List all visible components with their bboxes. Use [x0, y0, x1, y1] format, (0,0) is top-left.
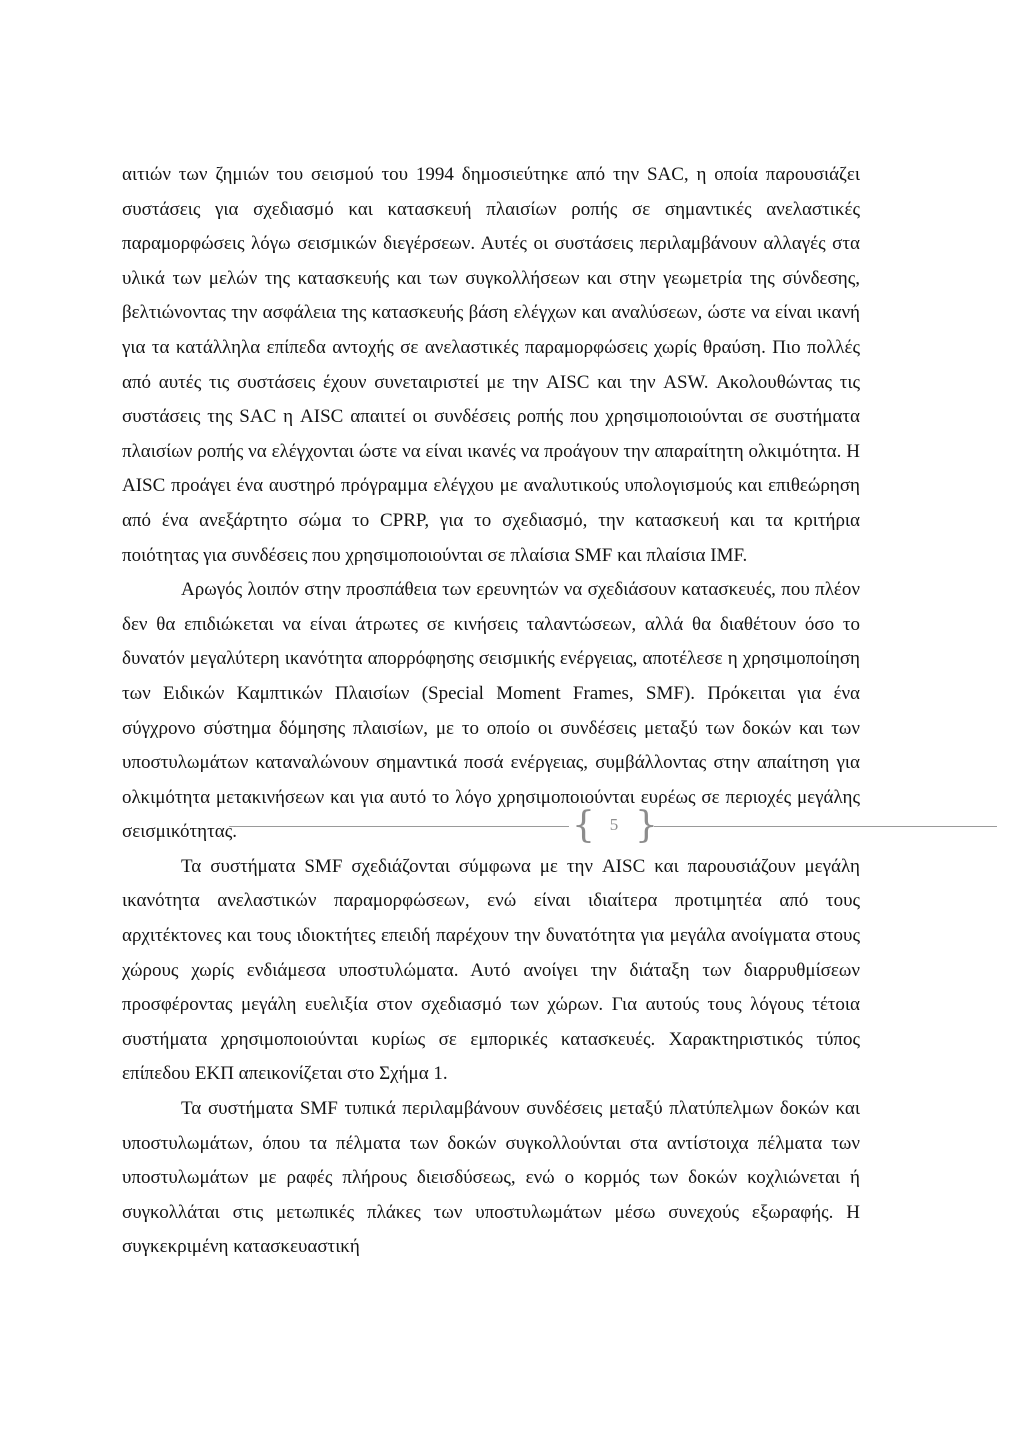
- footer-brace-open: {: [572, 805, 595, 846]
- paragraph-2: Αρωγός λοιπόν στην προσπάθεια των ερευνητών να σχεδιάσουν κατασκευές, που πλέον δεν θα επιδιώκεται να είναι άτρωτες σε κινήσεις ταλαντώσεων, αλλά θα διαθέτουν όσο το δυνατόν μεγαλύτερη ικανότητα απορρόφησης σεισμικής ενέργειας, αποτέλεσε η χρησιμοποίηση των Ειδικών Καμπτικών Πλαισίων (Special Moment Frames, SMF). Πρόκειται για ένα σύγχρονο σύστημα δόμησης πλαισίων, με το οποίο οι συνδέσεις μεταξύ των δοκών και των υποστυλωμάτων καταναλώνουν σημαντικά ποσά ενέργειας, συμβάλλοντας στην απαίτηση για ολκιμότητα μετακινήσεων και για αυτό το λόγο χρησιμοποιούνται ευρέως σε περιοχές μεγάλης σεισμικότητας.: [122, 579, 860, 843]
- paragraph-3: Τα συστήματα SMF σχεδιάζονται σύμφωνα με την AISC και παρουσιάζουν μεγάλη ικανότητα ανελαστικών παραμορφώσεων, ενώ είναι ιδιαίτερα προτιμητέα από τους αρχιτέκτονες και τους ιδιοκτήτες επειδή παρέχουν την δυνατότητα για μεγάλα ανοίγματα στους χώρους χωρίς ενδιάμεσα υποστυλώματα. Αυτό ανοίγει την διάταξη των διαρρυθμίσεων προσφέροντας μεγάλη ευελιξία στον σχεδιασμό των χώρων. Για αυτούς τους λόγους τέτοια συστήματα χρησιμοποιούνται κυρίως σε εμπορικές κατασκευές. Χαρακτηριστικός τύπος επίπεδου ΕΚΠ απεικονίζεται στο Σχήμα 1.: [122, 855, 860, 1085]
- footer-brace-close: }: [635, 805, 658, 846]
- page-number: 5: [609, 815, 619, 834]
- paragraph-4: Τα συστήματα SMF τυπικά περιλαμβάνουν συνδέσεις μεταξύ πλατύπελμων δοκών και υποστυλωμάτων, όπου τα πέλματα των δοκών συγκολλούνται στα αντίστοιχα πέλματα των υποστυλωμάτων με ραφές πλήρους διεισδύσεως, ενώ ο κορμός των δοκών κοχλιώνεται ή συγκολλάται στις μετωπικές πλάκες των υποστυλωμάτων μέσω συνεχούς εξωραφής. Η συγκεκριμένη κατασκευαστική: [122, 1098, 860, 1258]
- footer-rule-right: [654, 826, 997, 827]
- page-footer: [229, 805, 997, 846]
- paragraph-1: αιτιών των ζημιών του σεισμού του 1994 δημοσιεύτηκε από την SAC, η οποία παρουσιάζει συστάσεις για σχεδιασμό και κατασκευή πλαισίων ροπής σε σημαντικές ανελαστικές παραμορφώσεις λόγω σεισμικών διεγέρσεων. Αυτές οι συστάσεις περιλαμβάνουν αλλαγές στα υλικά των μελών της κατασκευής και των συγκολλήσεων και στην γεωμετρία της σύνδεσης, βελτιώνοντας την ασφάλεια της κατασκευής βάση ελέγχων και αναλύσεων, ώστε να είναι ικανή για τα κατάλληλα επίπεδα αντοχής σε ανελαστικές παραμορφώσεις χωρίς θραύση. Πιο πολλές από αυτές τις συστάσεις έχουν συνεταιριστεί με την AISC και την ASW. Ακολουθώντας τις συστάσεις της SAC η AISC απαιτεί οι συνδέσεις ροπής που χρησιμοποιούνται σε συστήματα πλαισίων ροπής να ελέγχονται ώστε να είναι ικανές να προάγουν την απαραίτητη ολκιμότητα. Η AISC προάγει ένα αυστηρό πρόγραμμα ελέγχου με αναλυτικούς υπολογισμούς και επιθεώρηση από ένα ανεξάρτητο σώμα το CPRP, για το σχεδιασμό, την κατασκευή και τα κριτήρια ποιότητας για συνδέσεις που χρησιμοποιούνται σε πλαίσια SMF και πλαίσια IMF.: [122, 164, 860, 566]
- body-text: [122, 158, 860, 1265]
- footer-rule-left: [229, 826, 569, 827]
